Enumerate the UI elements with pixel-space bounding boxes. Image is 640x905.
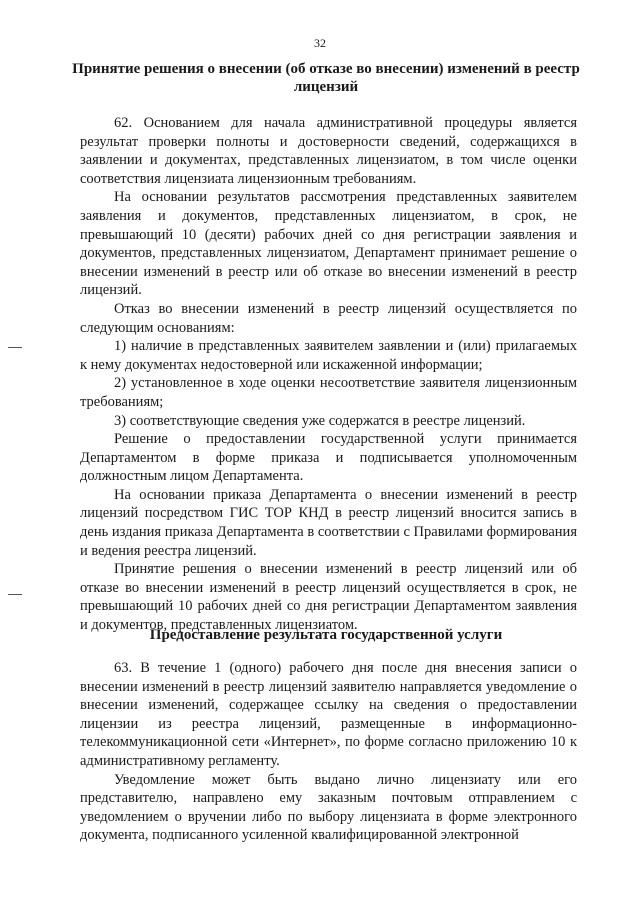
paragraph: Отказ во внесении изменений в реестр лицензий осуществляется по следующим основаниям:	[80, 300, 577, 336]
page-number: 32	[314, 36, 326, 50]
section-body-decision	[80, 114, 577, 635]
section-heading-result: Предоставление результата государственной услуги	[149, 627, 503, 643]
margin-mark	[8, 594, 22, 595]
paragraph: На основании результатов рассмотрения представленных заявителем заявления и документов, представленных лицензиатом, в срок, не превышающий 10 (десяти) рабочих дней со дня регистрации заявления и документов, представленных лицензиатом, Департамент принимает решение о внесении изменений в реестр или об отказе во внесении изменений в реестр лицензий.	[80, 189, 577, 299]
paragraph-62: 62. Основанием для начала административной процедуры является результат проверки полноты и достоверности сведений, содержащихся в заявлении и документах, представленных лицензиатом, в том числе оценки соответствия лицензиата лицензионным требованиям.	[80, 115, 577, 187]
paragraph-63: 63. В течение 1 (одного) рабочего дня после дня внесения записи о внесении изменений в реестр лицензий заявителю направляется уведомление о внесении изменений, содержащее ссылку на сведения о предоставлении лицензии из реестра лицензий, размещенные в информационно-телекоммуникационной сети «Интернет», по форме согласно приложению 10 к административному регламенту.	[80, 660, 577, 769]
section-body-result	[80, 659, 577, 845]
paragraph: Принятие решения о внесении изменений в реестр лицензий или об отказе во внесении изменений в реестр лицензий осуществляется в срок, не превышающий 10 рабочих дней со дня регистрации Департаментом заявления и документов, представленных лицензиатом.	[80, 561, 577, 634]
paragraph: Уведомление может быть выдано лично лицензиату или его представителю, направлено ему заказным почтовым отправлением с уведомлением о вручении либо по выбору лицензиата в форме электронного документа, подписанного усиленной квалифицированной электронной	[80, 771, 577, 844]
section-heading-decision: Принятие решения о внесении (об отказе во внесении) изменений в реестр лицензий	[72, 61, 580, 95]
list-item-1: 1) наличие в представленных заявителем заявлении и (или) прилагаемых к нему документах недостоверной или искаженной информации;	[80, 338, 577, 373]
paragraph: На основании приказа Департамента о внесении изменений в реестр лицензий посредством ГИС ТОР КНД в реестр лицензий вносится запись в день издания приказа Департамента в соответствии с Правилами формирования и ведения реестра лицензий.	[80, 486, 577, 559]
paragraph: Решение о предоставлении государственной услуги принимается Департаментом в форме приказа и подписывается уполномоченным должностным лицом Департамента.	[80, 431, 577, 485]
list-item-3: 3) соответствующие сведения уже содержатся в реестре лицензий.	[114, 412, 526, 429]
margin-mark	[8, 347, 22, 348]
list-item-2: 2) установленное в ходе оценки несоответствие заявителя лицензионным требованиям;	[80, 375, 577, 410]
